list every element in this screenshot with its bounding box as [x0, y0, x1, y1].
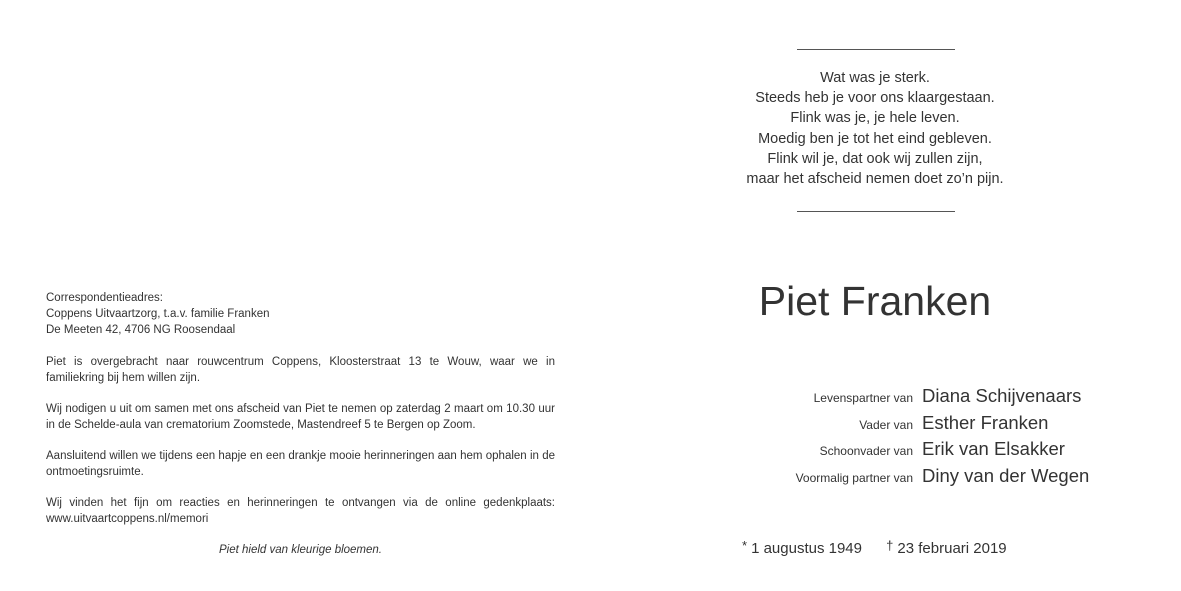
poem-line: Moedig ben je tot het eind gebleven.: [758, 130, 992, 147]
correspondence-heading: Correspondentieadres:: [46, 292, 163, 304]
paragraph-reception: Aansluitend willen we tijdens een hapje en een drankje mooie herinneringen aan hem ophalen in de ontmoetingsruimte.: [46, 450, 555, 478]
deceased-name: Piet Franken: [758, 278, 992, 324]
birth-symbol: *: [742, 538, 748, 553]
relation-row: [700, 412, 1160, 439]
relation-row: [700, 438, 1160, 465]
relation-name: Diana Schijvenaars: [922, 385, 1082, 406]
relation-name: Diny van der Wegen: [922, 464, 1090, 486]
relation-row: [700, 385, 1160, 412]
info-column: [46, 290, 555, 558]
relation-row: [700, 465, 1160, 492]
relation-name: Erik van Elsakker: [922, 438, 1065, 459]
poem-line: Flink was je, je hele leven.: [790, 110, 960, 127]
poem-top-divider: [797, 49, 955, 50]
relation-role: Schoonvader van: [819, 444, 913, 458]
death-symbol: †: [886, 538, 894, 553]
correspondence-line-1: Coppens Uitvaartzorg, t.a.v. familie Franken: [46, 308, 270, 320]
death-date: 23 februari 2019: [897, 540, 1007, 557]
relation-role: Levenspartner van: [813, 391, 913, 405]
poem-line: maar het afscheid nemen doet zo’n pijn.: [746, 171, 1004, 188]
paragraph-mourning-location: Piet is overgebracht naar rouwcentrum Coppens, Kloosterstraat 13 te Wouw, waar we in familiekring bij hem willen zijn.: [46, 356, 555, 384]
poem-line: Steeds heb je voor ons klaargestaan.: [755, 90, 995, 107]
closing-line: Piet hield van kleurige bloemen.: [218, 544, 383, 556]
relation-role: Vader van: [859, 417, 913, 432]
poem: [690, 68, 1060, 189]
poem-line: Flink wil je, dat ook wij zullen zijn,: [767, 150, 983, 167]
correspondence-address: [46, 290, 555, 338]
poem-line: Wat was je sterk.: [820, 70, 930, 86]
life-dates: [742, 540, 1007, 557]
poem-bottom-divider: [797, 211, 955, 212]
relation-role: Voormalig partner van: [795, 470, 913, 485]
relation-name: Esther Franken: [922, 411, 1049, 433]
correspondence-line-2: De Meeten 42, 4706 NG Roosendaal: [46, 324, 236, 336]
paragraph-online-memorial: Wij vinden het fijn om reacties en herinneringen te ontvangen via de online gedenkplaats: www.uitvaartcoppens.nl/memori: [46, 497, 555, 525]
paragraph-farewell-invitation: Wij nodigen u uit om samen met ons afscheid van Piet te nemen op zaterdag 2 maart om 10.30 uur in de Schelde-aula van crematorium Zoomstede, Mastendreef 5 te Bergen op Zoom.: [46, 403, 555, 431]
relations-list: [700, 385, 1160, 491]
birth-date: 1 augustus 1949: [751, 540, 862, 557]
